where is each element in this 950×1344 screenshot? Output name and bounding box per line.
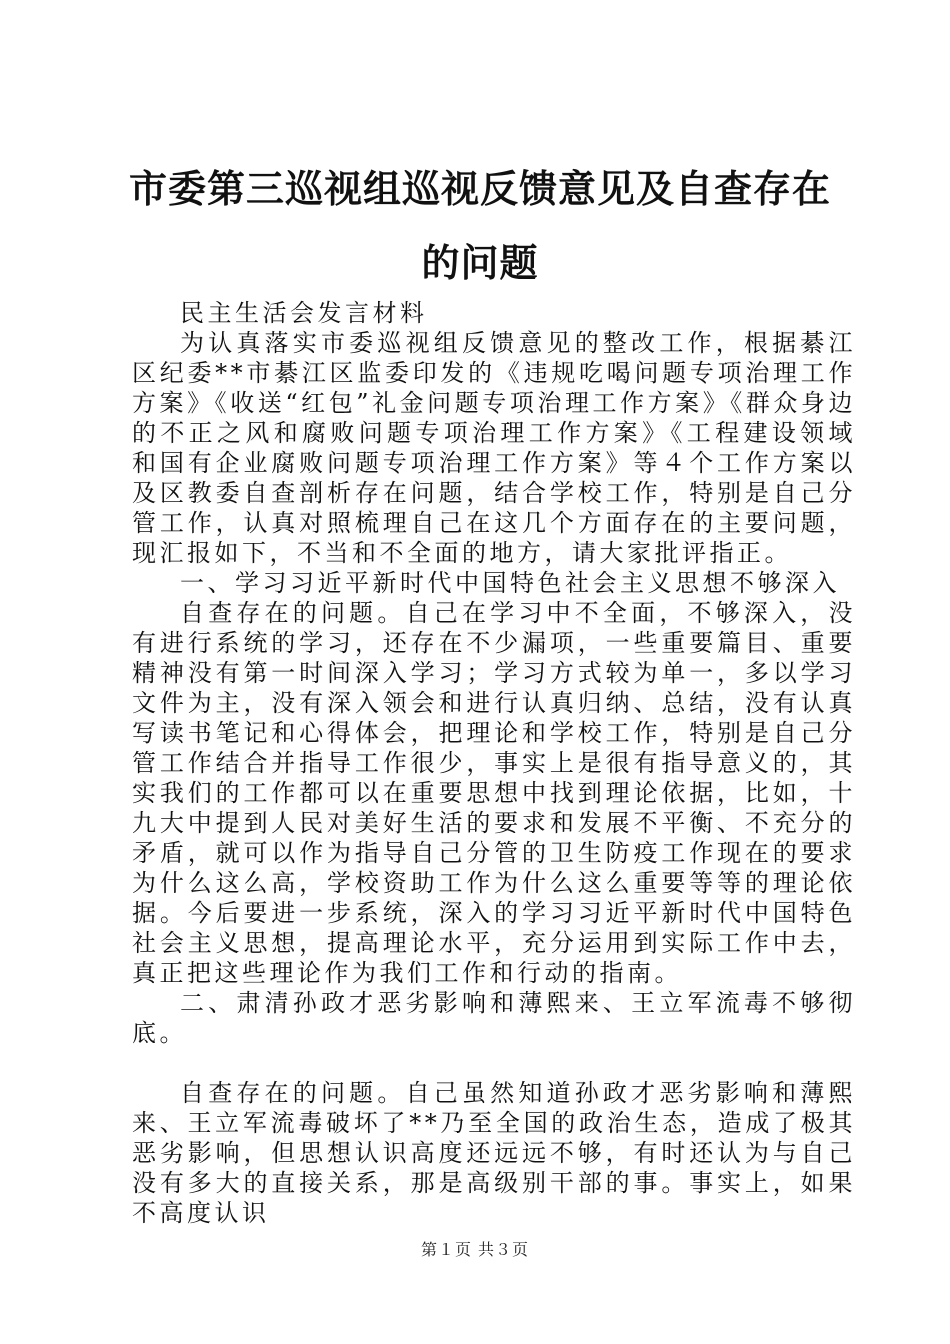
paragraph-subtitle: 民主生活会发言材料	[180, 299, 428, 327]
page-number-footer: 第１页 共３页	[420, 1240, 530, 1259]
section-heading-1: 一、学习习近平新时代中国特色社会主义思想不够深入	[180, 569, 840, 597]
document-title: 市委第三巡视组巡视反馈意见及自查存在的问题	[128, 167, 831, 285]
paragraph-intro: 为认真落实市委巡视组反馈意见的整改工作，根据綦江区纪委**市綦江区监委印发的《违规吃喝问题专项治理工作方案》《收送“红包”礼金问题专项治理工作方案》《群众身边的不正之风和腐败问题专项治理工作方案》《工程建设领域和国有企业腐败问题专项治理工作方案》等４个工作方案以及区教委自查剖析存在问题，结合学校工作，特别是自己分管工作，认真对照梳理自己在这几个方面存在的主要问题，现汇报如下，不当和不全面的地方，请大家批评指正。	[132, 329, 856, 567]
document-body	[132, 298, 856, 1228]
paragraph-section-1: 自查存在的问题。自己在学习中不全面，不够深入，没有进行系统的学习，还存在不少漏项，一些重要篇目、重要精神没有第一时间深入学习；学习方式较为单一，多以学习文件为主，没有深入领会和进行认真归纳、总结，没有认真写读书笔记和心得体会，把理论和学校工作，特别是自己分管工作结合并指导工作很少，事实上是很有指导意义的，其实我们的工作都可以在重要思想中找到理论依据，比如，十九大中提到人民对美好生活的要求和发展不平衡、不充分的矛盾，就可以作为指导自己分管的卫生防疫工作现在的要求为什么这么高，学校资助工作为什么这么重要等等的理论依据。今后要进一步系统，深入的学习习近平新时代中国特色社会主义思想，提高理论水平，充分运用到实际工作中去，真正把这些理论作为我们工作和行动的指南。	[132, 599, 856, 987]
section-heading-2: 二、肃清孙政才恶劣影响和薄熙来、王立军流毒不够彻底。	[132, 989, 856, 1047]
paragraph-section-2: 自查存在的问题。自己虽然知道孙政才恶劣影响和薄熙来、王立军流毒破坏了**乃至全国的政治生态，造成了极其恶劣影响，但思想认识高度还远远不够，有时还认为与自己没有多大的直接关系，那是高级别干部的事。事实上，如果不高度认识	[132, 1079, 856, 1227]
